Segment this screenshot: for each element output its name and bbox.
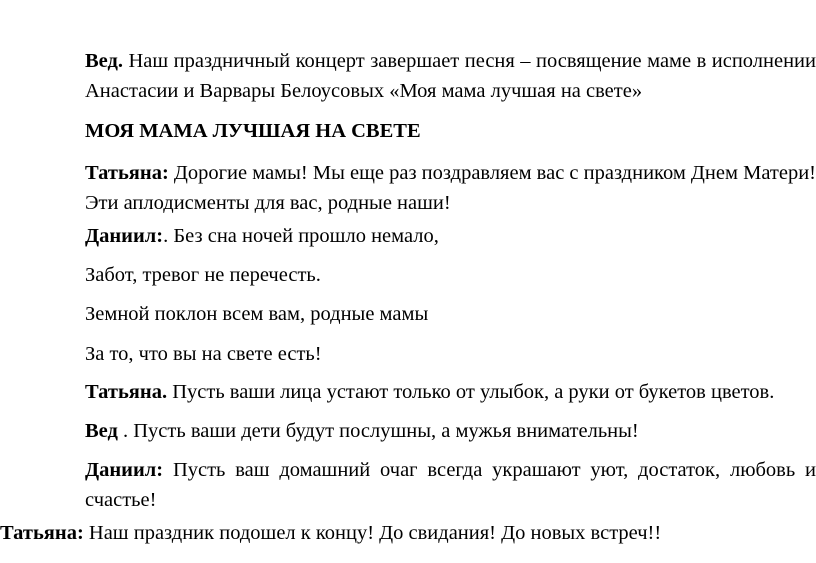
paragraph-text: Наш праздник подошел к концу! До свидания! До новых встреч!!: [83, 522, 662, 544]
speaker-label: Вед: [85, 420, 118, 442]
paragraph-text: . Без сна ночей прошло немало,: [163, 225, 439, 247]
poem-line-4: За то, что вы на свете есть!: [85, 343, 322, 365]
paragraph-ved-2: [85, 416, 816, 446]
speaker-label: Даниил:: [85, 459, 164, 481]
speaker-label: Татьяна:: [0, 522, 84, 544]
speaker-label: Даниил:: [85, 225, 164, 247]
paragraph-text: Пусть ваш домашний очаг всегда украшают уют, достаток, любовь и счастье!: [85, 459, 816, 511]
paragraph-tatyana-3: [0, 518, 816, 548]
paragraph-intro: [85, 46, 816, 106]
paragraph-text: Дорогие мамы! Мы еще раз поздравляем вас с праздником Днем Матери! Эти аплодисменты для вас, родные наши!: [85, 162, 816, 214]
paragraph-daniil-1: [85, 221, 816, 251]
paragraph-text: . Пусть ваши дети будут послушны, а мужья внимательны!: [117, 420, 639, 442]
paragraph-text: Наш праздничный концерт завершает песня – посвящение маме в исполнении Анастасии и Варвары Белоусовых «Моя мама лучшая на свете»: [85, 50, 816, 102]
paragraph-tatyana-1: [85, 158, 816, 218]
paragraph-text: Пусть ваши лица устают только от улыбок, а руки от букетов цветов.: [167, 381, 775, 403]
speaker-label: Вед.: [85, 50, 123, 72]
poem-line-2: Забот, тревог не перечесть.: [85, 264, 321, 286]
paragraph-daniil-2: [85, 455, 816, 515]
poem-line-3: Земной поклон всем вам, родные мамы: [85, 303, 429, 325]
speaker-label: Татьяна:: [85, 162, 169, 184]
paragraph-tatyana-2: [85, 377, 816, 407]
speaker-label: Татьяна.: [85, 381, 168, 403]
song-title: МОЯ МАМА ЛУЧШАЯ НА СВЕТЕ: [85, 120, 421, 142]
